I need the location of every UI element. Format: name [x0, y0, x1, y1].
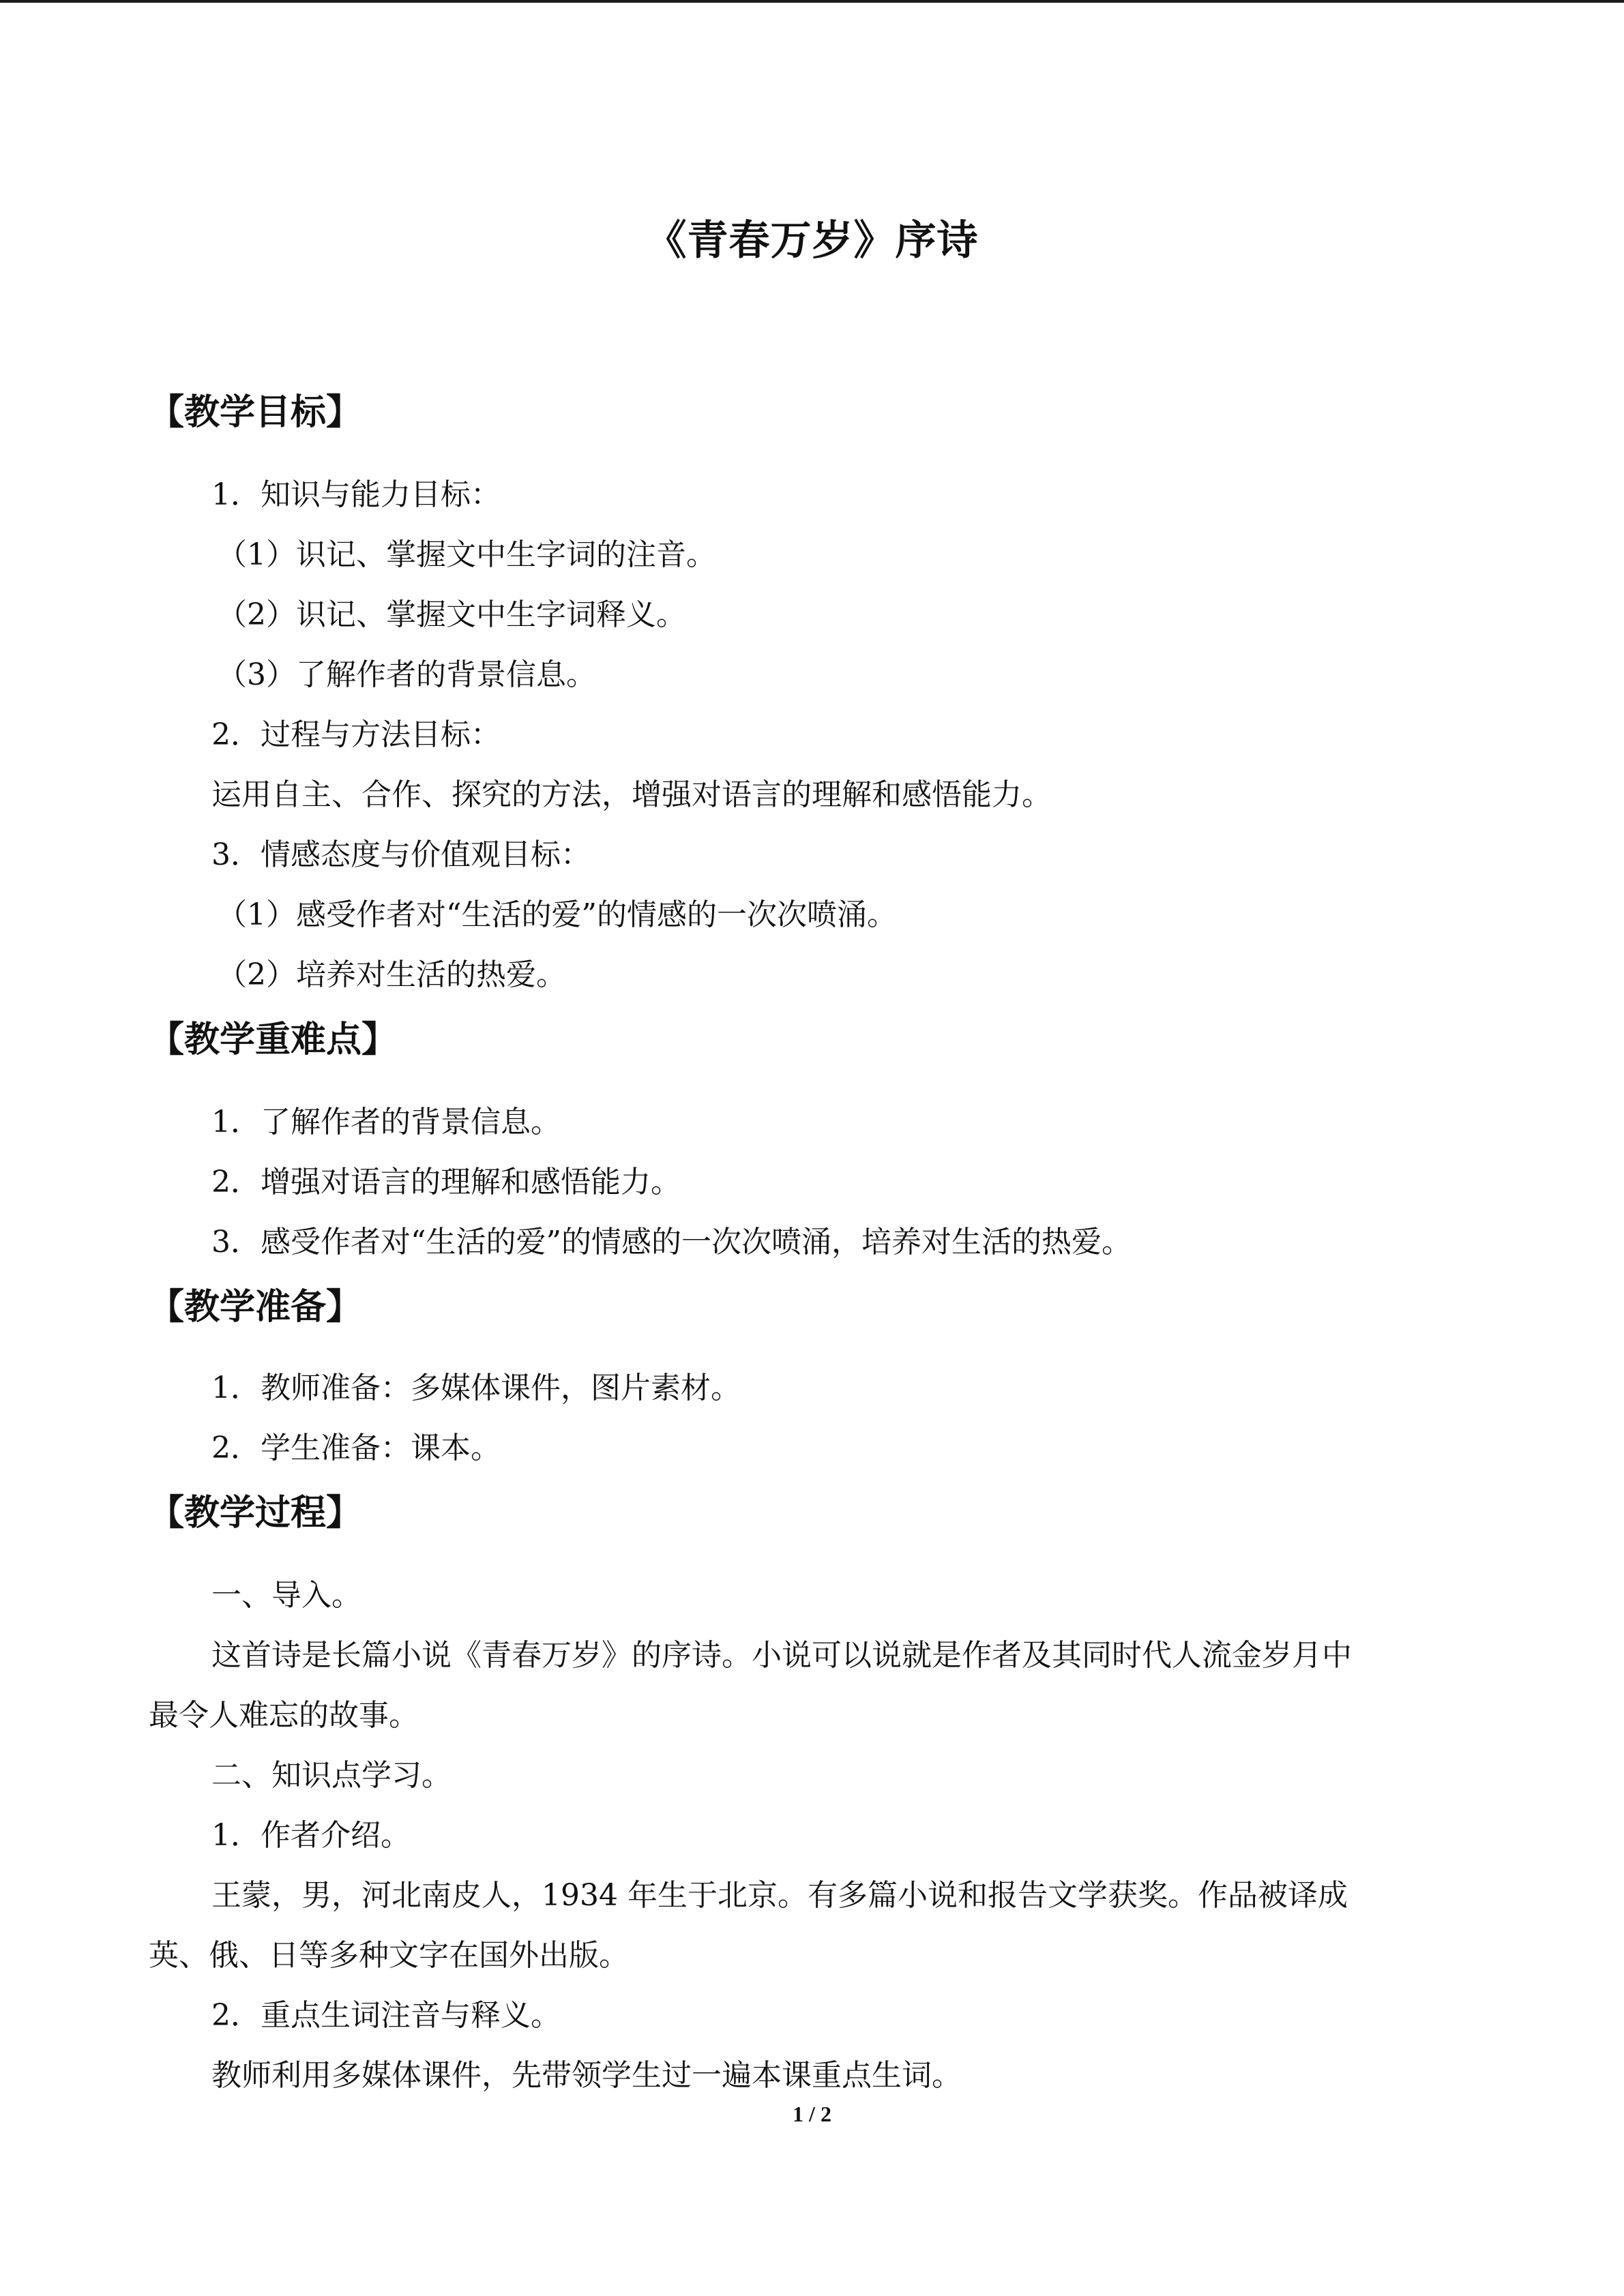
section-heading-process: 【教学过程】	[149, 1493, 362, 1534]
goals-line: （1）感受作者对“生活的爱”的情感的一次次喷涌。	[217, 897, 897, 932]
process-line: 最令人难忘的故事。	[149, 1698, 419, 1733]
key-points-line: 3．感受作者对“生活的爱”的情感的一次次喷涌，培养对生活的热爱。	[211, 1225, 1132, 1259]
goals-line: （2）识记、掌握文中生字词释义。	[217, 597, 686, 632]
key-points-line: 2．增强对语言的理解和感悟能力。	[211, 1165, 681, 1199]
process-line: 二、知识点学习。	[211, 1758, 452, 1793]
goals-line: 运用自主、合作、探究的方法，增强对语言的理解和感悟能力。	[211, 777, 1052, 812]
process-line: 2．重点生词注音与释义。	[211, 1998, 561, 2033]
section-heading-key-points: 【教学重难点】	[149, 1019, 398, 1060]
page-indicator: 1 / 2	[793, 2102, 831, 2126]
page-title: 《青春万岁》序诗	[645, 217, 979, 265]
section-heading-goals: 【教学目标】	[149, 392, 362, 433]
goals-line: （2）培养对生活的热爱。	[217, 957, 566, 992]
goals-line: （3）了解作者的背景信息。	[217, 657, 596, 692]
goals-line: 3．情感态度与价值观目标：	[211, 837, 591, 872]
process-line: 英、俄、日等多种文字在国外出版。	[149, 1938, 629, 1973]
goals-line: 1．知识与能力目标：	[211, 477, 501, 512]
preparation-line: 1．教师准备：多媒体课件，图片素材。	[211, 1371, 741, 1405]
process-line: 1．作者介绍。	[211, 1818, 411, 1853]
process-line: 这首诗是长篇小说《青春万岁》的序诗。小说可以说就是作者及其同时代人流金岁月中	[211, 1638, 1352, 1673]
process-line: 一、导入。	[211, 1578, 361, 1613]
goals-line: 2．过程与方法目标：	[211, 717, 501, 752]
goals-line: （1）识记、掌握文中生字词的注音。	[217, 537, 716, 572]
key-points-line: 1．了解作者的背景信息。	[211, 1105, 561, 1139]
process-line: 教师利用多媒体课件，先带领学生过一遍本课重点生词。	[211, 2058, 962, 2093]
top-border-line	[0, 0, 1624, 3]
preparation-line: 2．学生准备：课本。	[211, 1431, 501, 1465]
process-line: 王蒙，男，河北南皮人，1934 年生于北京。有多篇小说和报告文学获奖。作品被译成	[211, 1878, 1348, 1913]
section-heading-preparation: 【教学准备】	[149, 1287, 362, 1328]
